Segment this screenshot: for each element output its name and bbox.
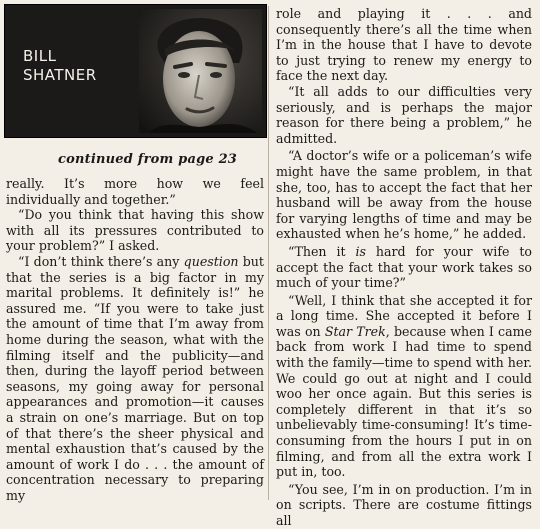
paragraph (276, 244, 532, 291)
continued-from-label: continued from page 23 (58, 152, 238, 167)
text-run: , because when I came back from work I had time to spend with the family—time to spend with her. We could go out at night and I could woo her once again. But this series is completely different in that it’s so unbelievably time-consuming! It’s time-consuming from the hours I put in on filming, and from all the extra work I put in, too. (276, 323, 532, 480)
paragraph: “A doctor’s wife or a policeman’s wife might have the same problem, in that she, too, has to accept the fact that her husband will be away from the house for varying lengths of time and may be exhausted when he’s home,” he added. (276, 148, 532, 242)
text-run: but that the series is a big factor in my marital problems. It definitely is!” he assured me. “If you were to take just the amount of time that I’m away from home during the season, what with the filming itself and the publicity—and then, during the layoff period between seasons, my going away for personal appearances and promotion—it causes a strain on one’s marriage. But on top of that there’s the sheer physical and mental exhaustion that’s caused by the amount of work I do . . . the amount of concentration necessary to preparing my (6, 253, 264, 503)
article-column-left (6, 176, 264, 503)
emphasis-text: Star Trek (324, 323, 386, 339)
paragraph: “It all adds to our difficulties very seriously, and is perhaps the major reason for there being a problem,” he admitted. (276, 83, 532, 146)
header-name-line1: BILL (23, 47, 57, 65)
paragraph (276, 293, 532, 480)
text-run: “I don’t think there’s any (18, 253, 184, 269)
paragraph: really. It’s more how we feel individually and together.” (6, 176, 264, 207)
header-box (4, 4, 267, 138)
paragraph (6, 254, 264, 504)
column-divider (268, 6, 269, 500)
emphasis-text: question (183, 253, 239, 269)
article-column-right (276, 6, 532, 529)
paragraph: “You see, I’m in on production. I’m in on scripts. There are costume fittings all (276, 481, 532, 528)
header-name-line2: SHATNER (23, 66, 97, 84)
portrait-photo (139, 9, 262, 133)
emphasis-text: is (355, 243, 366, 259)
paragraph: role and playing it . . . and consequently there’s all the time when I’m in the house that I have to devote to just trying to renew my energy to face the next day. (276, 6, 532, 84)
paragraph: “Do you think that having this show with all its pressures contributed to your problem?” I asked. (6, 207, 264, 254)
text-run: hard for your wife to accept the fact that your work takes so much of your time?” (276, 243, 533, 291)
header-name (23, 47, 119, 85)
text-run: “Well, I think that she accepted it for a long time. She accepted it before I was on (276, 292, 532, 339)
text-run: “Then it (288, 243, 356, 259)
